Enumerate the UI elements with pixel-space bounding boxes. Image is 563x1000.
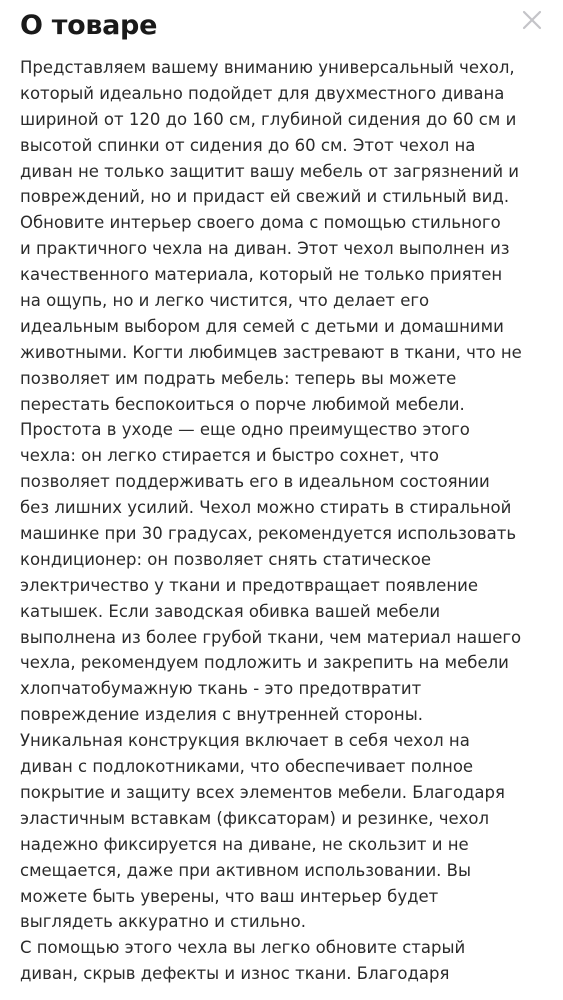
description-line: и практичного чехла на диван. Этот чехол выполнен из — [20, 239, 510, 259]
description-line: катышек. Если заводская обивка вашей мебели — [20, 601, 441, 621]
product-description-text — [20, 55, 550, 987]
description-line: идеальным выбором для семей с детьми и домашними — [20, 316, 504, 336]
page-title: О товаре — [20, 10, 158, 41]
sheet-header — [0, 0, 563, 52]
description-line: диван с подлокотниками, что обеспечивает полное — [20, 757, 474, 777]
description-line: Представляем вашему вниманию универсальный чехол, — [20, 58, 515, 77]
description-line: С помощью этого чехла вы легко обновите старый — [20, 938, 466, 958]
description-line: на ощупь, но и легко чистится, что делает его — [20, 291, 430, 311]
description-line: без лишних усилий. Чехол можно стирать в стиральной — [20, 498, 512, 518]
description-line: повреждений, но и придаст ей свежий и стильный вид. — [20, 187, 510, 207]
description-line: выполнена из более грубой ткани, чем материал нашего — [20, 627, 522, 647]
description-line: Обновите интерьер своего дома с помощью стильного — [20, 213, 501, 233]
description-line: хлопчатобумажную ткань - это предотвратит — [20, 679, 422, 699]
description-line: диван, скрыв дефекты и износ ткани. Благодаря — [20, 964, 450, 984]
description-line: смещается, даже при активном использовании. Вы — [20, 860, 472, 880]
description-line: позволяет поддерживать его в идеальном состоянии — [20, 472, 490, 492]
description-line: позволяет им подрать мебель: теперь вы можете — [20, 368, 457, 388]
description-line: кондиционер: он позволяет снять статическое — [20, 549, 432, 569]
description-line: повреждение изделия с внутренней стороны. — [20, 705, 423, 725]
description-line: выглядеть аккуратно и стильно. — [20, 912, 306, 932]
description-line: покрытие и защиту всех элементов мебели. Благодаря — [20, 782, 505, 802]
description-line: надежно фиксируется на диване, не скользит и не — [20, 834, 469, 854]
description-line: эластичным вставкам (фиксаторам) и резинке, чехол — [20, 808, 490, 828]
description-line: машинке при 30 градусах, рекомендуется использовать — [20, 524, 517, 544]
close-x-icon — [516, 4, 548, 36]
description-line: который идеально подойдет для двухместного дивана — [20, 83, 505, 103]
description-line: можете быть уверены, что ваш интерьер будет — [20, 886, 439, 906]
description-line: качественного материала, который не только приятен — [20, 265, 503, 285]
description-line: Уникальная конструкция включает в себя чехол на — [20, 731, 470, 751]
description-line: электричество у ткани и предотвращает появление — [20, 575, 478, 595]
description-line: Простота в уходе — еще одно преимущество этого — [20, 420, 470, 440]
description-line: диван не только защитит вашу мебель от загрязнений и — [20, 161, 520, 181]
description-line: перестать беспокоиться о порче любимой мебели. — [20, 394, 465, 414]
description-line: чехла: он легко стирается и быстро сохнет, что — [20, 446, 440, 466]
close-button[interactable] — [516, 4, 548, 36]
description-line: высотой спинки от сидения до 60 см. Этот чехол на — [20, 135, 476, 155]
description-line: шириной от 120 до 160 см, глубиной сидения до 60 см и — [20, 109, 517, 129]
description-line: чехла, рекомендуем подложить и закрепить на мебели — [20, 653, 509, 673]
description-line: животными. Когти любимцев застревают в ткани, что не — [20, 342, 522, 362]
